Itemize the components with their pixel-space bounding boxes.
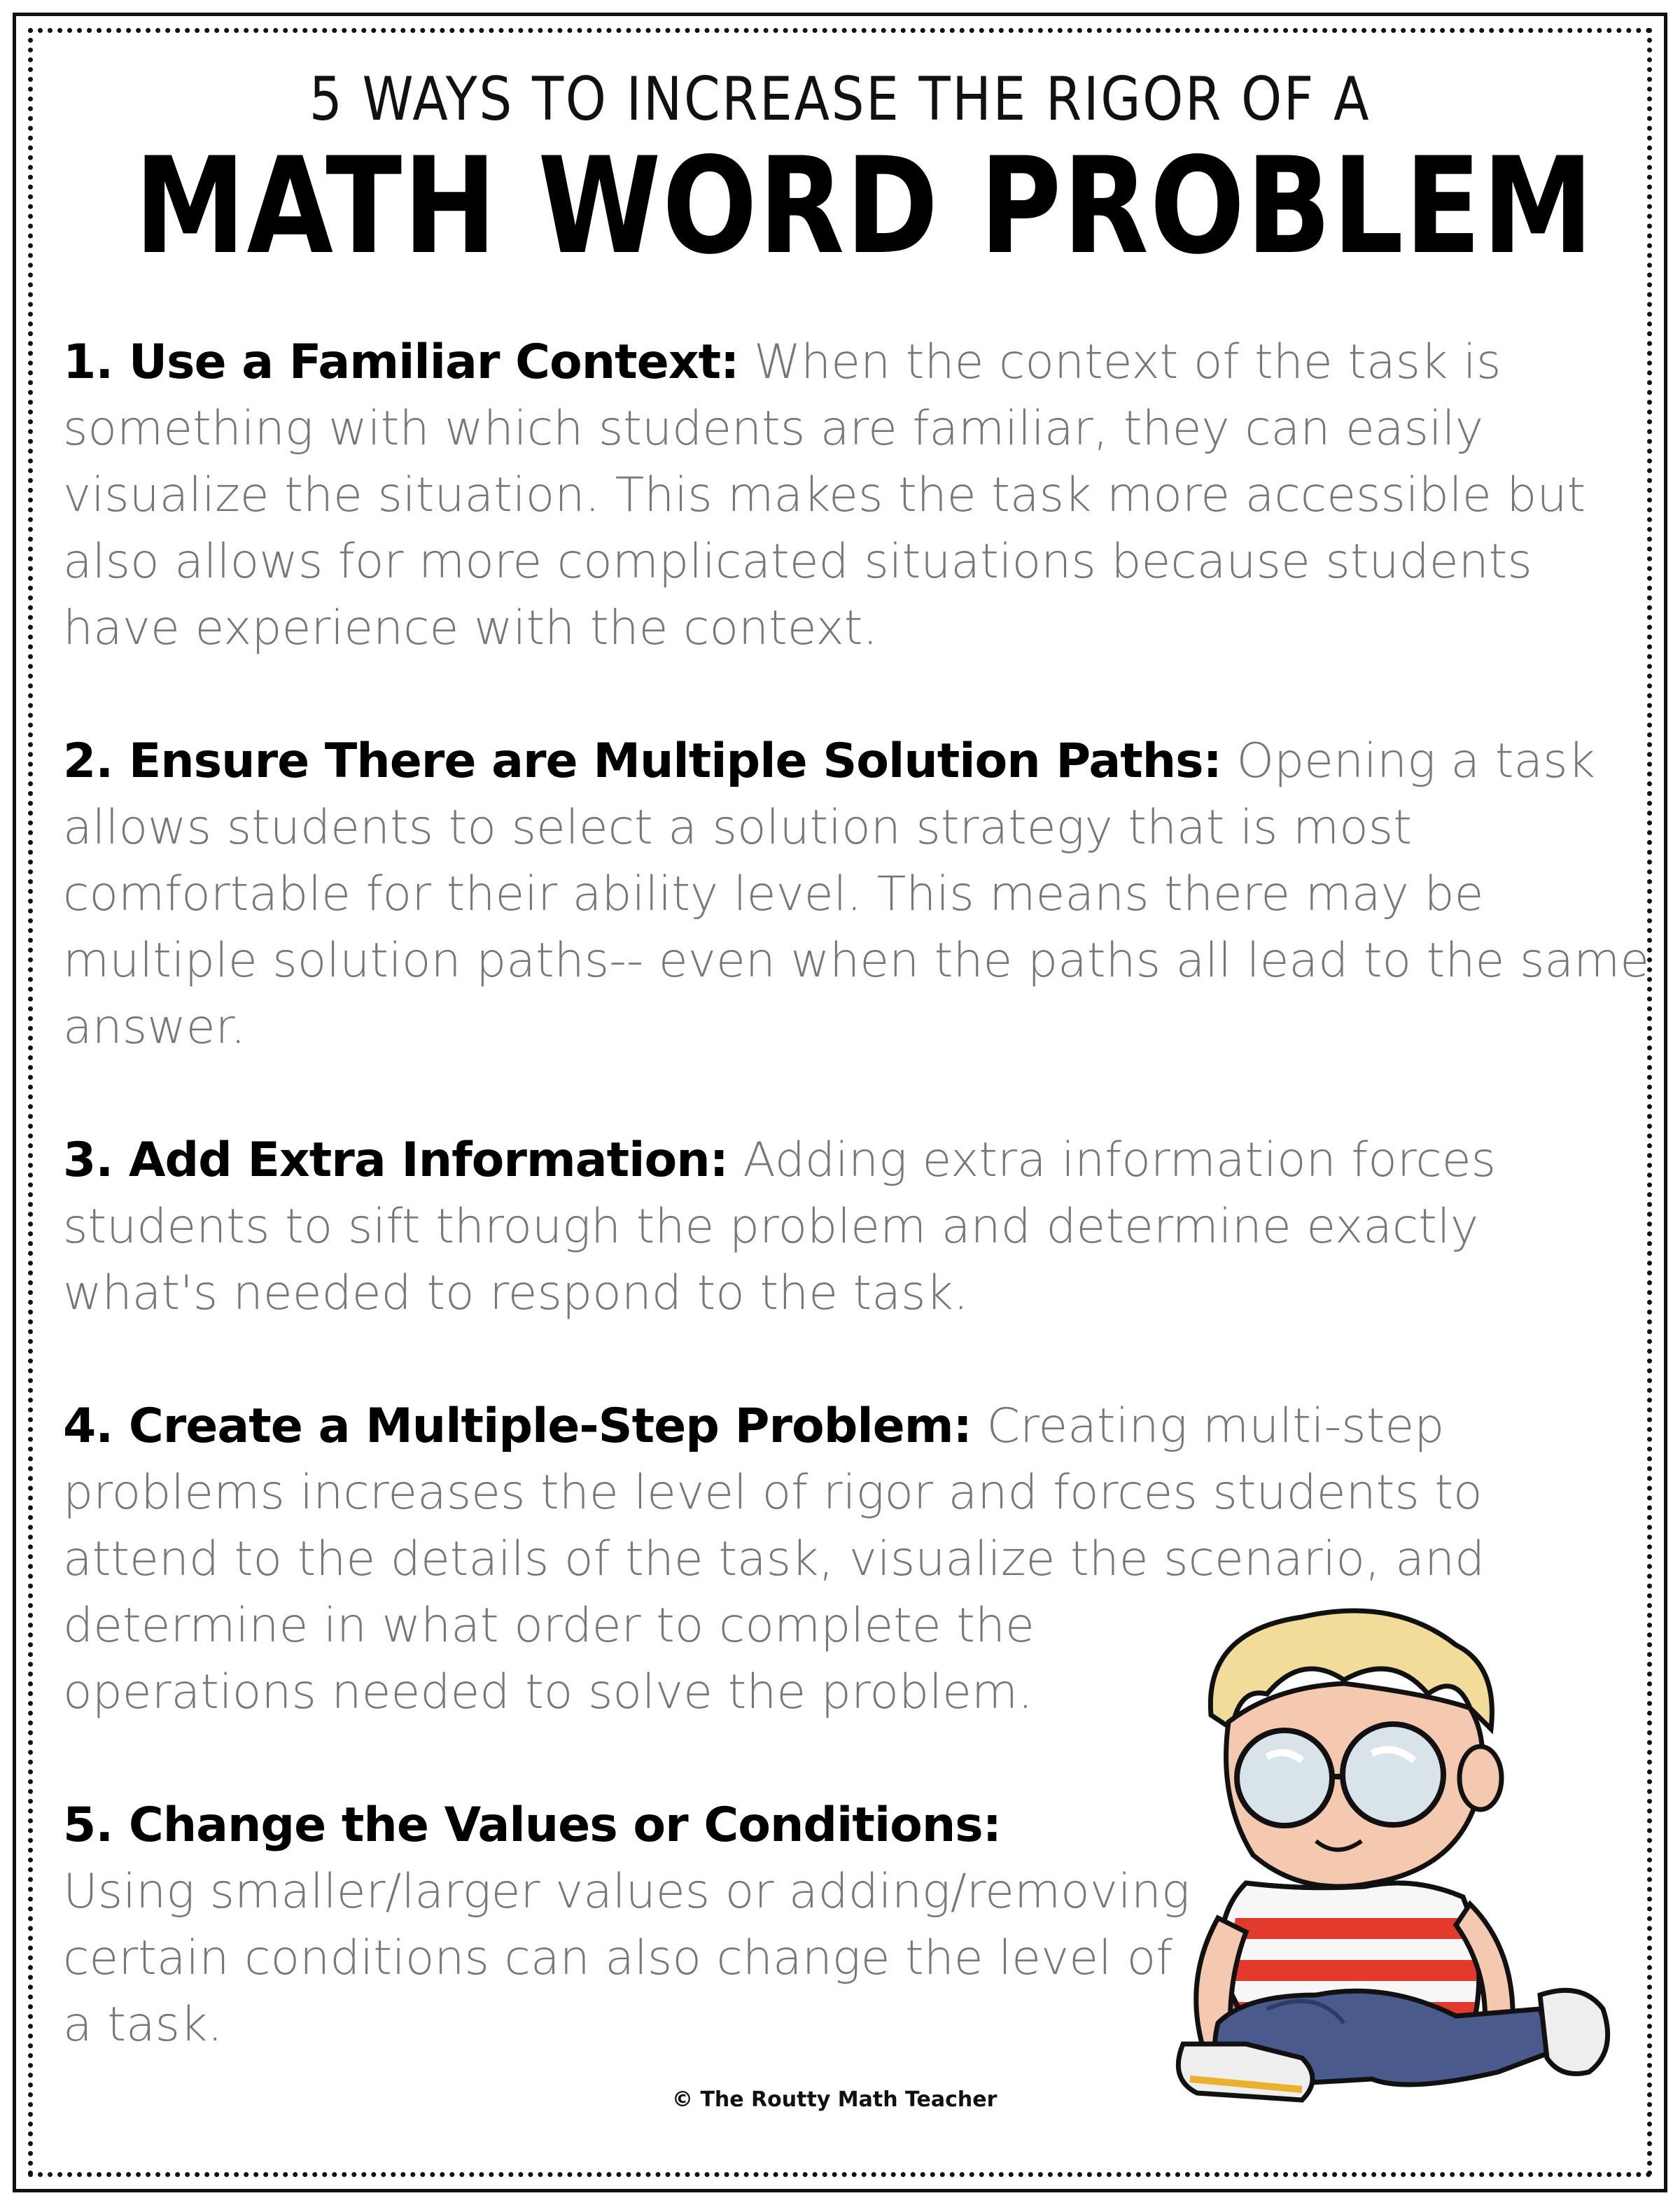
section-first-line [63, 728, 1649, 794]
section-text: determine in what order to complete the [63, 1598, 1035, 1653]
section-text: certain conditions can also change the level of [63, 1931, 1173, 1986]
section-label: 2. Ensure There are Multiple Solution Paths: [63, 734, 1222, 789]
section-text: allows students to select a solution strategy that is most [63, 800, 1412, 855]
section-text: students to sift through the problem and determine exactly [63, 1199, 1479, 1254]
copyright-footer: © The Routty Math Teacher [672, 2087, 997, 2112]
section-first-line [63, 1127, 1496, 1194]
section-first-line [63, 329, 1586, 396]
section-text: Adding extra information forces [727, 1133, 1497, 1188]
section-label: 3. Add Extra Information: [63, 1133, 728, 1188]
section-label: 5. Change the Values or Conditions: [63, 1798, 1001, 1853]
section-first-line [63, 1792, 1190, 1858]
section-text: When the context of the task is [738, 335, 1502, 390]
section-text: attend to the details of the task, visualize the scenario, and [63, 1532, 1485, 1587]
section-label: 4. Create a Multiple-Step Problem: [63, 1399, 972, 1454]
boy-clipart-icon [1162, 1589, 1624, 2107]
section-text: visualize the situation. This makes the task more accessible but [63, 468, 1586, 523]
section-change-values [63, 1792, 1190, 2058]
section-text: answer. [63, 1000, 246, 1055]
section-text: Using smaller/larger values or adding/removing [63, 1864, 1190, 1919]
section-text: what's needed to respond to the task. [63, 1266, 969, 1321]
section-text: multiple solution paths-- even when the paths all lead to the same [63, 933, 1650, 988]
section-text: a task. [63, 1997, 223, 2052]
section-extra-information [63, 1127, 1496, 1326]
section-familiar-context [63, 329, 1586, 662]
section-text: something with which students are familiar, they can easily [63, 401, 1484, 456]
section-text: Opening a task [1221, 734, 1595, 789]
page-subtitle: 5 WAYS TO INCREASE THE RIGOR OF A [309, 64, 1371, 134]
section-text: also allows for more complicated situations because students [63, 534, 1532, 589]
section-multiple-solution-paths [63, 728, 1649, 1060]
section-label: 1. Use a Familiar Context: [63, 335, 739, 390]
section-first-line [63, 1393, 1485, 1460]
section-text: have experience with the context. [63, 601, 878, 656]
section-text: Creating multi-step [971, 1399, 1445, 1454]
page-title: MATH WORD PROBLEM [134, 129, 1595, 284]
section-text: operations needed to solve the problem. [63, 1665, 1033, 1720]
section-text: comfortable for their ability level. This means there may be [63, 867, 1484, 922]
section-text: problems increases the level of rigor and forces students to [63, 1465, 1483, 1520]
